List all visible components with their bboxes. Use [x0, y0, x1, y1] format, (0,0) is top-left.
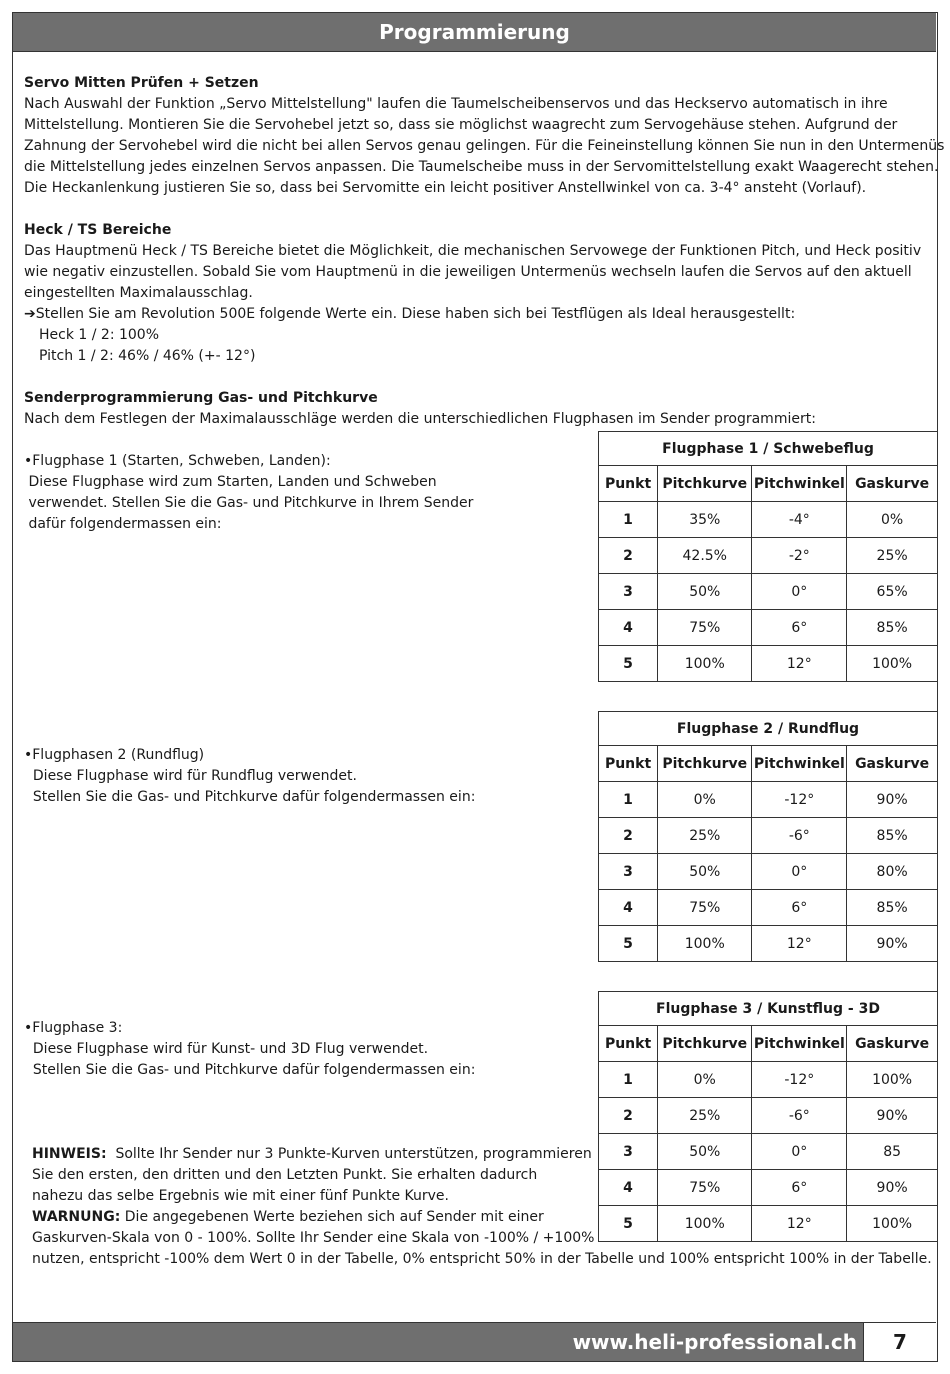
- table-cell: 4: [599, 890, 658, 926]
- table-header-cell: Gaskurve: [847, 466, 938, 502]
- table-cell: 85%: [847, 610, 938, 646]
- table-title: Flugphase 3 / Kunstflug - 3D: [599, 992, 938, 1026]
- phase1-line: verwendet. Stellen Sie die Gas- und Pitchkurve in Ihrem Sender: [24, 495, 474, 511]
- table-header-cell: Punkt: [599, 1026, 658, 1062]
- table-cell: 50%: [658, 1134, 752, 1170]
- table-header-cell: Pitchwinkel: [752, 1026, 847, 1062]
- table-cell: 1: [599, 502, 658, 538]
- table-cell: 90%: [847, 1098, 938, 1134]
- table-row: [599, 890, 938, 926]
- table-cell: 25%: [658, 1098, 752, 1134]
- warnung-line: nutzen, entspricht -100% dem Wert 0 in der Tabelle, 0% entspricht 50% in der Tabelle und 100% entspricht 100% in der Tabelle.: [32, 1251, 932, 1267]
- table-cell: 3: [599, 574, 658, 610]
- table-cell: 0%: [658, 1062, 752, 1098]
- table-cell: 25%: [658, 818, 752, 854]
- table-cell: 75%: [658, 610, 752, 646]
- phase2-line: Stellen Sie die Gas- und Pitchkurve dafür folgendermassen ein:: [24, 789, 476, 805]
- table-cell: -2°: [752, 538, 847, 574]
- table-row: [599, 1134, 938, 1170]
- arrow-instruction: ➔Stellen Sie am Revolution 500E folgende Werte ein. Diese haben sich bei Testflügen als Ideal herausgestellt:: [24, 306, 796, 322]
- table-row: [599, 538, 938, 574]
- table-cell: -12°: [752, 1062, 847, 1098]
- paragraph-line: Nach dem Festlegen der Maximalausschläge werden die unterschiedlichen Flugphasen im Sender programmiert:: [24, 411, 816, 427]
- value-pitch: Pitch 1 / 2: 46% / 46% (+- 12°): [39, 348, 256, 364]
- table-cell: -6°: [752, 1098, 847, 1134]
- table-cell: 50%: [658, 574, 752, 610]
- table-cell: 6°: [752, 610, 847, 646]
- website-link[interactable]: www.heli-professional.ch: [572, 1330, 857, 1354]
- table-header-cell: Pitchwinkel: [752, 466, 847, 502]
- table-header-cell: Gaskurve: [847, 746, 938, 782]
- table-header-cell: Punkt: [599, 466, 658, 502]
- warnung-line: Gaskurven-Skala von 0 - 100%. Sollte Ihr Sender eine Skala von -100% / +100%: [32, 1230, 595, 1246]
- flugphase-3-table: [598, 991, 938, 1242]
- table-cell: 42.5%: [658, 538, 752, 574]
- table-header-cell: Pitchkurve: [658, 466, 752, 502]
- paragraph-line: Nach Auswahl der Funktion „Servo Mittelstellung" laufen die Taumelscheibenservos und das Heckservo automatisch in ihre: [24, 96, 888, 112]
- phase1-line: Diese Flugphase wird zum Starten, Landen und Schweben: [24, 474, 437, 490]
- table-cell: 100%: [658, 646, 752, 682]
- section-heading-sender: Senderprogrammierung Gas- und Pitchkurve: [24, 390, 378, 406]
- table-cell: 90%: [847, 782, 938, 818]
- table-cell: 12°: [752, 646, 847, 682]
- paragraph-line: Zahnung der Servohebel wird die nicht bei allen Servos genau gelingen. Für die Feineinstellung können Sie nun in den Untermenüs: [24, 138, 945, 154]
- table-cell: 100%: [847, 646, 938, 682]
- table-cell: 85%: [847, 890, 938, 926]
- phase2-line: •Flugphasen 2 (Rundflug): [24, 747, 205, 763]
- table-cell: 5: [599, 926, 658, 962]
- table-cell: 80%: [847, 854, 938, 890]
- paragraph-line: eingestellten Maximalausschlag.: [24, 285, 253, 301]
- table-cell: -12°: [752, 782, 847, 818]
- table-row: [599, 646, 938, 682]
- table-cell: 5: [599, 1206, 658, 1242]
- table-header-cell: Pitchwinkel: [752, 746, 847, 782]
- table-row: [599, 574, 938, 610]
- table-row: [599, 782, 938, 818]
- table-cell: 12°: [752, 1206, 847, 1242]
- table-cell: 5: [599, 646, 658, 682]
- value-heck: Heck 1 / 2: 100%: [39, 327, 160, 343]
- table-cell: 6°: [752, 890, 847, 926]
- paragraph-line: wie negativ einzustellen. Sobald Sie vom Hauptmenü in die jeweiligen Untermenüs wechseln laufen die Servos auf den aktuell: [24, 264, 912, 280]
- table-header-cell: Pitchkurve: [658, 746, 752, 782]
- table-cell: 4: [599, 1170, 658, 1206]
- table-cell: 75%: [658, 890, 752, 926]
- warnung-label: WARNUNG:: [32, 1209, 121, 1225]
- table-cell: 2: [599, 1098, 658, 1134]
- paragraph-line: Die Heckanlenkung justieren Sie so, dass bei Servomitte ein leicht positiver Anstellwinkel von ca. 3-4° ansteht (Vorlauf).: [24, 180, 867, 196]
- warnung-text: Die angegebenen Werte beziehen sich auf Sender mit einer: [120, 1209, 544, 1225]
- table-cell: 85: [847, 1134, 938, 1170]
- warnung-note: [32, 1207, 544, 1228]
- table-cell: 0%: [658, 782, 752, 818]
- table-cell: 65%: [847, 574, 938, 610]
- table-cell: 90%: [847, 1170, 938, 1206]
- table-cell: 100%: [847, 1062, 938, 1098]
- table-row: [599, 1170, 938, 1206]
- table-header-cell: Gaskurve: [847, 1026, 938, 1062]
- table-cell: -4°: [752, 502, 847, 538]
- table-cell: 90%: [847, 926, 938, 962]
- flugphase-2-table: [598, 711, 938, 962]
- table-row: [599, 1062, 938, 1098]
- table-cell: 50%: [658, 854, 752, 890]
- table-cell: 6°: [752, 1170, 847, 1206]
- page-footer: [13, 1322, 936, 1361]
- table-row: [599, 926, 938, 962]
- page-number: 7: [863, 1323, 936, 1361]
- phase1-line: dafür folgendermassen ein:: [24, 516, 222, 532]
- paragraph-line: Das Hauptmenü Heck / TS Bereiche bietet die Möglichkeit, die mechanischen Servowege der Funktionen Pitch, und Heck positiv: [24, 243, 922, 259]
- table-row: [599, 854, 938, 890]
- page-title: Programmierung: [13, 13, 936, 52]
- phase1-line: •Flugphase 1 (Starten, Schweben, Landen):: [24, 453, 331, 469]
- table-title: Flugphase 1 / Schwebeflug: [599, 432, 938, 466]
- table-cell: 1: [599, 782, 658, 818]
- table-row: [599, 610, 938, 646]
- hinweis-line: Sie den ersten, den dritten und den Letzten Punkt. Sie erhalten dadurch: [32, 1167, 538, 1183]
- table-cell: 0%: [847, 502, 938, 538]
- table-row: [599, 502, 938, 538]
- table-title: Flugphase 2 / Rundflug: [599, 712, 938, 746]
- table-cell: 1: [599, 1062, 658, 1098]
- table-cell: 0°: [752, 854, 847, 890]
- paragraph-line: die Mittelstellung jedes einzelnen Servos anpassen. Die Taumelscheibe muss in der Servomittelstellung exakt Waagerecht stehen.: [24, 159, 939, 175]
- table-cell: 100%: [658, 1206, 752, 1242]
- table-cell: 0°: [752, 1134, 847, 1170]
- phase2-line: Diese Flugphase wird für Rundflug verwendet.: [24, 768, 357, 784]
- section-heading-servo: Servo Mitten Prüfen + Setzen: [24, 75, 259, 91]
- hinweis-line: nahezu das selbe Ergebnis wie mit einer fünf Punkte Kurve.: [32, 1188, 449, 1204]
- table-row: [599, 1098, 938, 1134]
- table-cell: 4: [599, 610, 658, 646]
- phase3-line: •Flugphase 3:: [24, 1020, 123, 1036]
- hinweis-note: [32, 1144, 592, 1165]
- section-heading-heck: Heck / TS Bereiche: [24, 222, 172, 238]
- table-cell: 0°: [752, 574, 847, 610]
- table-cell: 2: [599, 538, 658, 574]
- table-cell: 12°: [752, 926, 847, 962]
- phase3-line: Stellen Sie die Gas- und Pitchkurve dafür folgendermassen ein:: [24, 1062, 476, 1078]
- paragraph-line: Mittelstellung. Montieren Sie die Servohebel jetzt so, dass sie möglichst waagrecht zum Servogehäuse stehen. Aufgrund der: [24, 117, 898, 133]
- phase3-line: Diese Flugphase wird für Kunst- und 3D Flug verwendet.: [24, 1041, 429, 1057]
- hinweis-label: HINWEIS:: [32, 1146, 107, 1162]
- hinweis-text: Sollte Ihr Sender nur 3 Punkte-Kurven unterstützen, programmieren: [106, 1146, 592, 1162]
- table-cell: 100%: [847, 1206, 938, 1242]
- table-cell: 100%: [658, 926, 752, 962]
- table-header-cell: Punkt: [599, 746, 658, 782]
- table-cell: 3: [599, 854, 658, 890]
- table-cell: 85%: [847, 818, 938, 854]
- table-cell: 3: [599, 1134, 658, 1170]
- table-cell: 25%: [847, 538, 938, 574]
- table-cell: -6°: [752, 818, 847, 854]
- flugphase-1-table: [598, 431, 938, 682]
- table-cell: 35%: [658, 502, 752, 538]
- table-row: [599, 1206, 938, 1242]
- table-header-cell: Pitchkurve: [658, 1026, 752, 1062]
- table-row: [599, 818, 938, 854]
- table-cell: 2: [599, 818, 658, 854]
- table-cell: 75%: [658, 1170, 752, 1206]
